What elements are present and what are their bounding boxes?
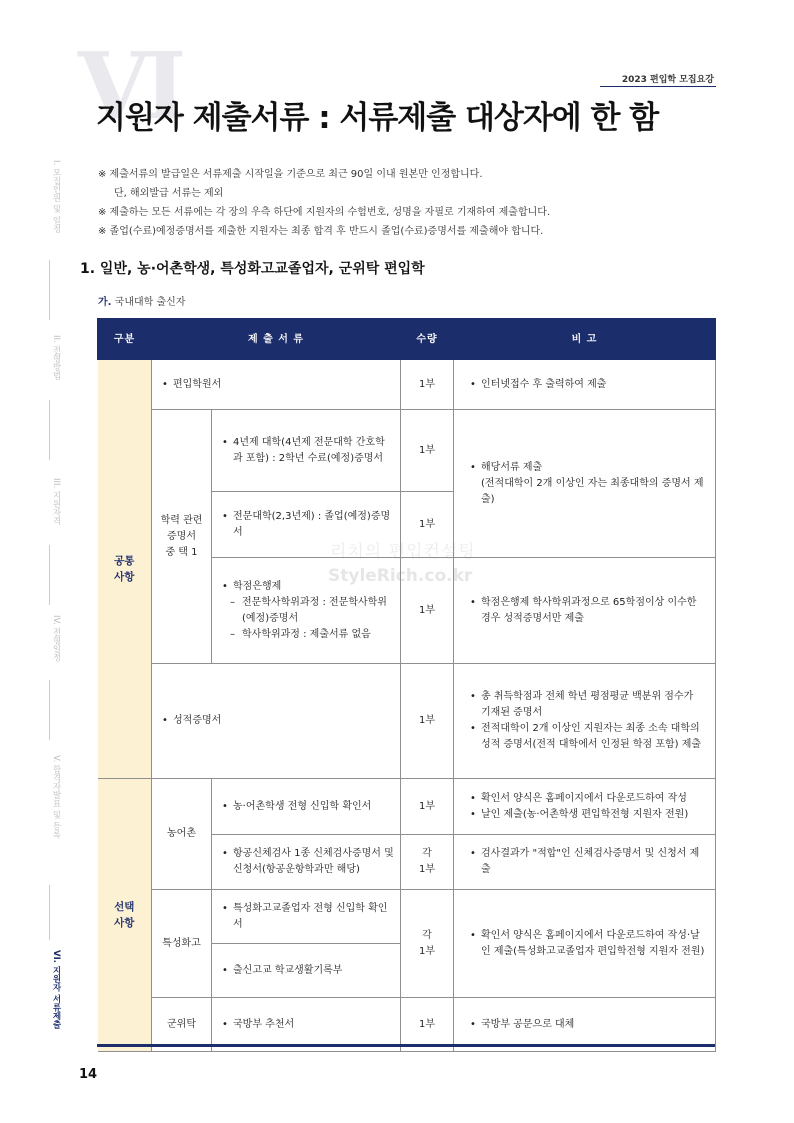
bullet: •	[222, 436, 228, 448]
remark-text: 검사결과가 "적합"인 신체검사증명서 및 신청서 제출	[481, 848, 700, 875]
doc-cell	[212, 779, 401, 835]
doc-text: 전문대학(2,3년제) : 졸업(예정)증명서	[233, 510, 391, 538]
note-line: ※ 제출서류의 발급일은 서류제출 시작일을 기준으로 최근 90일 이내 원본만 인정합니다.	[98, 169, 483, 180]
note-line: 단, 해외발급 서류는 제외	[114, 188, 224, 199]
qty-cell: 1부	[401, 779, 454, 835]
header-quantity: 수량	[401, 320, 454, 360]
side-nav-divider	[49, 680, 50, 740]
remark-text: 해당서류 제출 (전적대학이 2개 이상인 자는 최종대학의 증명서 제출)	[481, 461, 704, 505]
header-divider	[600, 86, 716, 87]
side-nav-divider	[49, 260, 50, 320]
watermark-text: 리치의 편입컨설팅	[330, 542, 476, 562]
remark-cell	[454, 360, 716, 410]
bullet: •	[222, 964, 228, 976]
bullet: •	[470, 792, 476, 804]
chapter-roman-numeral: VI	[78, 32, 181, 140]
doc-cell	[212, 890, 401, 944]
category-select: 선택 사항	[98, 779, 152, 1052]
side-nav-item-6-active[interactable]: VI. 지원자 서류제출	[51, 950, 61, 1029]
bullet: •	[222, 580, 228, 592]
sub-section-label: 국내대학 출신자	[114, 297, 186, 308]
remark-text: 날인 제출(농·어촌학생 편입학전형 지원자 전원)	[481, 808, 689, 820]
doc-cell	[152, 360, 401, 410]
group-academic: 학력 관련 증명서 중 택 1	[152, 410, 212, 664]
table-row	[98, 890, 716, 944]
page-title: 지원자 제출서류 : 서류제출 대상자에 한 함	[96, 100, 659, 136]
submission-notes	[98, 165, 550, 241]
remark-cell	[454, 835, 716, 890]
remark-text: 총 취득학점과 전체 학년 평점평균 백분위 점수가 기재된 증명서	[481, 691, 694, 718]
header-documents: 제 출 서 류	[152, 320, 401, 360]
remark-cell	[454, 664, 716, 779]
remark-text: 확인서 양식은 홈페이지에서 다운로드하여 작성	[481, 792, 687, 804]
side-nav-divider	[49, 885, 50, 940]
qty-cell: 각 1부	[401, 835, 454, 890]
side-nav-item-4[interactable]: IV. 전형일정	[51, 615, 61, 662]
bullet: •	[470, 691, 476, 702]
doc-text: 4년제 대학(4년제 전문대학 간호학과 포함) : 2학년 수료(예정)증명서	[233, 436, 385, 464]
bullet: •	[222, 800, 228, 812]
group-vocational: 특성화고	[152, 890, 212, 998]
side-nav-item-5[interactable]: V. 합격자발표 및 등록	[51, 755, 61, 839]
doc-cell	[212, 492, 401, 558]
bullet: •	[470, 378, 476, 390]
side-nav-divider	[49, 400, 50, 460]
doc-text: 특성화고교졸업자 전형 신입학 확인서	[233, 902, 388, 930]
bullet: •	[222, 1018, 228, 1030]
page-number: 14	[79, 1067, 98, 1082]
qty-cell: 각 1부	[401, 890, 454, 998]
bullet: •	[162, 378, 168, 390]
bullet: •	[470, 848, 476, 859]
dash: –	[230, 596, 235, 608]
bullet: •	[470, 596, 476, 608]
side-nav-item-2[interactable]: II. 전형방법	[51, 335, 61, 380]
qty-cell: 1부	[401, 492, 454, 558]
header-remarks: 비 고	[454, 320, 716, 360]
side-nav-item-1[interactable]: I. 모집인원 및 일정	[51, 160, 61, 233]
doc-text: 편입학원서	[173, 378, 222, 390]
qty-cell: 1부	[401, 998, 454, 1052]
section-title: 1. 일반, 농·어촌학생, 특성화고교졸업자, 군위탁 편입학	[80, 261, 425, 277]
group-military: 군위탁	[152, 998, 212, 1052]
bullet: •	[222, 902, 228, 914]
doc-subtext: 학사학위과정 : 제출서류 없음	[242, 628, 371, 640]
bullet: •	[470, 461, 476, 473]
remark-text: 학점은행제 학사학위과정으로 65학점이상 이수한 경우 성적증명서만 제출	[481, 596, 697, 624]
doc-subtext: 전문학사학위과정 : 전문학사학위(예정)증명서	[242, 596, 387, 624]
doc-text: 출신고교 학교생활기록부	[233, 964, 343, 976]
doc-cell	[212, 410, 401, 492]
remark-cell	[454, 410, 716, 558]
doc-cell	[212, 944, 401, 998]
side-nav-item-3[interactable]: III. 지원자격	[51, 478, 61, 525]
side-nav-divider	[49, 545, 50, 605]
table-header-row	[98, 320, 716, 360]
group-rural: 농어촌	[152, 779, 212, 890]
doc-text: 항공신체검사 1종 신체검사증명서 및 신청서(항공운항학과만 해당)	[233, 848, 394, 875]
qty-cell: 1부	[401, 410, 454, 492]
watermark-url: StyleRich.co.kr	[328, 566, 473, 586]
doc-cell	[212, 835, 401, 890]
bullet: •	[470, 929, 476, 941]
doc-cell	[152, 664, 401, 779]
remark-text: 인터넷접수 후 출력하여 제출	[481, 378, 607, 390]
category-common: 공통 사항	[98, 360, 152, 779]
header-category: 구분	[98, 320, 152, 360]
qty-cell: 1부	[401, 558, 454, 664]
table-row	[98, 779, 716, 835]
remark-cell	[454, 890, 716, 998]
remark-text: 확인서 양식은 홈페이지에서 다운로드하여 작성·날인 제출(특성화고교졸업자 편입학전형 지원자 전원)	[481, 929, 705, 957]
sub-section-title	[98, 293, 185, 308]
document-title: 2023 편입학 모집요강	[621, 75, 714, 85]
doc-text: 성적증명서	[173, 715, 222, 726]
bullet: •	[222, 848, 228, 859]
bullet: •	[470, 723, 476, 734]
remark-text: 국방부 공문으로 대체	[481, 1018, 575, 1030]
remark-text: 전적대학이 2개 이상인 지원자는 최종 소속 대학의 성적 증명서(전적 대학에서 인정된 학점 포함) 제출	[481, 723, 702, 750]
sub-section-marker: 가.	[98, 297, 112, 308]
doc-text: 농·어촌학생 전형 신입학 확인서	[233, 800, 372, 812]
doc-text: 학점은행제	[233, 580, 282, 592]
remark-cell	[454, 558, 716, 664]
remark-cell	[454, 779, 716, 835]
qty-cell: 1부	[401, 360, 454, 410]
bullet: •	[470, 808, 476, 820]
table-bottom-rule	[97, 1044, 715, 1047]
doc-text: 국방부 추천서	[233, 1018, 295, 1030]
doc-cell	[212, 558, 401, 664]
note-line: ※ 제출하는 모든 서류에는 각 장의 우측 하단에 지원자의 수험번호, 성명을 자필로 기재하여 제출합니다.	[98, 207, 551, 218]
chapter-side-nav	[38, 160, 62, 1040]
bullet: •	[470, 1018, 476, 1030]
table-row	[98, 360, 716, 410]
documents-table	[97, 318, 716, 1052]
dash: –	[230, 628, 235, 640]
table-row	[98, 664, 716, 779]
qty-cell: 1부	[401, 664, 454, 779]
note-line: ※ 졸업(수료)예정증명서를 제출한 지원자는 최종 합격 후 반드시 졸업(수료)증명서를 제출해야 합니다.	[98, 226, 544, 237]
table-row	[98, 410, 716, 492]
bullet: •	[222, 510, 228, 522]
bullet: •	[162, 715, 168, 726]
